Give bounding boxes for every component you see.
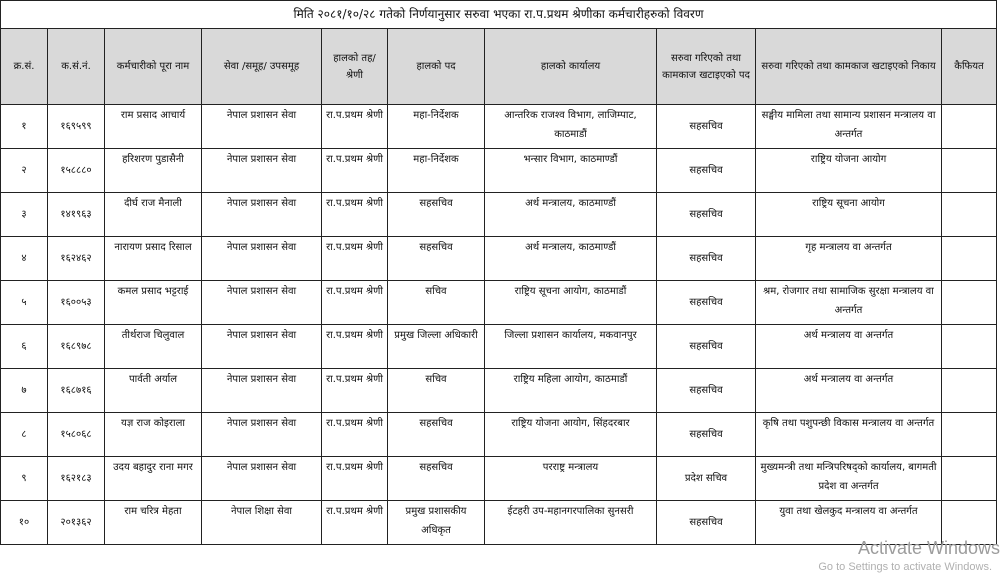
- cell-ksn: १६९५९९: [48, 105, 105, 149]
- cell-transfer-post: सहसचिव: [657, 501, 756, 545]
- cell-transfer-office: अर्थ मन्त्रालय वा अन्तर्गत: [756, 325, 942, 369]
- cell-sn: २: [1, 149, 48, 193]
- cell-sn: ८: [1, 413, 48, 457]
- cell-remarks: [942, 369, 997, 413]
- cell-ksn: १६८७१६: [48, 369, 105, 413]
- cell-office: भन्सार विभाग, काठमाण्डौं: [485, 149, 657, 193]
- cell-sn: ५: [1, 281, 48, 325]
- cell-transfer-post: सहसचिव: [657, 105, 756, 149]
- table-row: [1, 457, 997, 501]
- cell-level: रा.प.प्रथम श्रेणी: [322, 105, 388, 149]
- cell-level: रा.प.प्रथम श्रेणी: [322, 501, 388, 545]
- cell-ksn: १५८०६८: [48, 413, 105, 457]
- table-row: [1, 501, 997, 545]
- cell-service: नेपाल प्रशासन सेवा: [202, 193, 322, 237]
- cell-transfer-office: राष्ट्रिय योजना आयोग: [756, 149, 942, 193]
- cell-ksn: १६८९७८: [48, 325, 105, 369]
- table-body: [1, 105, 997, 545]
- cell-office: ईटहरी उप-महानगरपालिका सुनसरी: [485, 501, 657, 545]
- cell-remarks: [942, 281, 997, 325]
- header-row: [1, 29, 997, 105]
- activate-windows-title: Activate Windows: [857, 538, 1000, 558]
- cell-sn: ७: [1, 369, 48, 413]
- cell-service: नेपाल प्रशासन सेवा: [202, 369, 322, 413]
- table-row: [1, 369, 997, 413]
- cell-name: तीर्थराज चिलुवाल: [105, 325, 202, 369]
- cell-office: जिल्ला प्रशासन कार्यालय, मकवानपुर: [485, 325, 657, 369]
- cell-level: रा.प.प्रथम श्रेणी: [322, 325, 388, 369]
- header-transfer-office: सरुवा गरिएको तथा कामकाज खटाइएको निकाय: [756, 29, 942, 105]
- activate-windows-subtitle: Go to Settings to activate Windows.: [818, 561, 992, 573]
- cell-office: राष्ट्रिय योजना आयोग, सिंहदरबार: [485, 413, 657, 457]
- cell-post: महा-निर्देशक: [388, 149, 485, 193]
- cell-office: अर्थ मन्त्रालय, काठमाण्डौं: [485, 193, 657, 237]
- cell-name: राम चरित्र मेहता: [105, 501, 202, 545]
- cell-post: सहसचिव: [388, 193, 485, 237]
- cell-remarks: [942, 149, 997, 193]
- cell-service: नेपाल प्रशासन सेवा: [202, 457, 322, 501]
- cell-name: नारायण प्रसाद रिसाल: [105, 237, 202, 281]
- cell-transfer-post: सहसचिव: [657, 281, 756, 325]
- cell-sn: १: [1, 105, 48, 149]
- cell-office: अर्थ मन्त्रालय, काठमाण्डौं: [485, 237, 657, 281]
- cell-remarks: [942, 325, 997, 369]
- table-row: [1, 281, 997, 325]
- cell-transfer-post: सहसचिव: [657, 193, 756, 237]
- cell-post: सचिव: [388, 281, 485, 325]
- table-row: [1, 413, 997, 457]
- cell-service: नेपाल प्रशासन सेवा: [202, 325, 322, 369]
- cell-transfer-office: कृषि तथा पशुपन्छी विकास मन्त्रालय वा अन्तर्गत: [756, 413, 942, 457]
- cell-post: महा-निर्देशक: [388, 105, 485, 149]
- cell-transfer-office: युवा तथा खेलकुद मन्त्रालय वा अन्तर्गत: [756, 501, 942, 545]
- cell-sn: ३: [1, 193, 48, 237]
- cell-transfer-post: सहसचिव: [657, 325, 756, 369]
- cell-transfer-office: गृह मन्त्रालय वा अन्तर्गत: [756, 237, 942, 281]
- cell-sn: ४: [1, 237, 48, 281]
- cell-service: नेपाल प्रशासन सेवा: [202, 237, 322, 281]
- header-office: हालको कार्यालय: [485, 29, 657, 105]
- cell-service: नेपाल प्रशासन सेवा: [202, 149, 322, 193]
- cell-ksn: १६००५३: [48, 281, 105, 325]
- cell-office: राष्ट्रिय सूचना आयोग, काठमाडौं: [485, 281, 657, 325]
- header-sn: क्र.सं.: [1, 29, 48, 105]
- cell-transfer-post: प्रदेश सचिव: [657, 457, 756, 501]
- cell-name: दीर्घ राज मैनाली: [105, 193, 202, 237]
- cell-ksn: २०१३६२: [48, 501, 105, 545]
- cell-post: सहसचिव: [388, 457, 485, 501]
- cell-name: पार्वती अर्याल: [105, 369, 202, 413]
- cell-transfer-office: सङ्घीय मामिला तथा सामान्य प्रशासन मन्त्रालय वा अन्तर्गत: [756, 105, 942, 149]
- cell-remarks: [942, 237, 997, 281]
- header-name: कर्मचारीको पूरा नाम: [105, 29, 202, 105]
- cell-transfer-office: मुख्यमन्त्री तथा मन्त्रिपरिषद्को कार्यालय, बागमती प्रदेश वा अन्तर्गत: [756, 457, 942, 501]
- cell-ksn: १५८८८०: [48, 149, 105, 193]
- cell-service: नेपाल प्रशासन सेवा: [202, 105, 322, 149]
- cell-post: प्रमुख प्रशासकीय अधिकृत: [388, 501, 485, 545]
- table-row: [1, 149, 997, 193]
- cell-service: नेपाल शिक्षा सेवा: [202, 501, 322, 545]
- cell-ksn: १४१९६३: [48, 193, 105, 237]
- table-title: मिति २०८१/१०/२८ गतेको निर्णयानुसार सरुवा भएका रा.प.प्रथम श्रेणीका कर्मचारीहरुको विवरण: [1, 1, 997, 29]
- cell-remarks: [942, 193, 997, 237]
- cell-remarks: [942, 105, 997, 149]
- cell-name: राम प्रसाद आचार्य: [105, 105, 202, 149]
- table-row: [1, 325, 997, 369]
- cell-transfer-post: सहसचिव: [657, 369, 756, 413]
- cell-sn: ९: [1, 457, 48, 501]
- header-remarks: कैफियत: [942, 29, 997, 105]
- cell-office: आन्तरिक राजश्व विभाग, लाजिम्पाट, काठमाडौं: [485, 105, 657, 149]
- table-row: [1, 237, 997, 281]
- cell-level: रा.प.प्रथम श्रेणी: [322, 413, 388, 457]
- cell-transfer-office: श्रम, रोजगार तथा सामाजिक सुरक्षा मन्त्रालय वा अन्तर्गत: [756, 281, 942, 325]
- cell-name: हरिशरण पुडासैनी: [105, 149, 202, 193]
- cell-remarks: [942, 457, 997, 501]
- cell-level: रा.प.प्रथम श्रेणी: [322, 369, 388, 413]
- header-ksn: क.सं.नं.: [48, 29, 105, 105]
- cell-name: कमल प्रसाद भट्टराई: [105, 281, 202, 325]
- cell-ksn: १६२१८३: [48, 457, 105, 501]
- cell-transfer-office: अर्थ मन्त्रालय वा अन्तर्गत: [756, 369, 942, 413]
- cell-level: रा.प.प्रथम श्रेणी: [322, 149, 388, 193]
- cell-office: राष्ट्रिय महिला आयोग, काठमाडौं: [485, 369, 657, 413]
- cell-name: उदय बहादुर राना मगर: [105, 457, 202, 501]
- cell-sn: १०: [1, 501, 48, 545]
- header-post: हालको पद: [388, 29, 485, 105]
- table-row: [1, 105, 997, 149]
- cell-post: सहसचिव: [388, 413, 485, 457]
- header-service: सेवा /समूह/ उपसमूह: [202, 29, 322, 105]
- cell-office: परराष्ट्र मन्त्रालय: [485, 457, 657, 501]
- table-row: [1, 193, 997, 237]
- header-transfer-post: सरुवा गरिएको तथा कामकाज खटाइएको पद: [657, 29, 756, 105]
- cell-remarks: [942, 413, 997, 457]
- cell-level: रा.प.प्रथम श्रेणी: [322, 457, 388, 501]
- cell-level: रा.प.प्रथम श्रेणी: [322, 281, 388, 325]
- cell-level: रा.प.प्रथम श्रेणी: [322, 193, 388, 237]
- cell-transfer-post: सहसचिव: [657, 413, 756, 457]
- cell-transfer-post: सहसचिव: [657, 237, 756, 281]
- cell-transfer-office: राष्ट्रिय सूचना आयोग: [756, 193, 942, 237]
- cell-sn: ६: [1, 325, 48, 369]
- cell-name: यज्ञ राज कोइराला: [105, 413, 202, 457]
- header-level: हालको तह/श्रेणी: [322, 29, 388, 105]
- cell-post: प्रमुख जिल्ला अधिकारी: [388, 325, 485, 369]
- cell-transfer-post: सहसचिव: [657, 149, 756, 193]
- cell-service: नेपाल प्रशासन सेवा: [202, 413, 322, 457]
- cell-service: नेपाल प्रशासन सेवा: [202, 281, 322, 325]
- cell-level: रा.प.प्रथम श्रेणी: [322, 237, 388, 281]
- cell-post: सहसचिव: [388, 237, 485, 281]
- cell-ksn: १६२४६२: [48, 237, 105, 281]
- cell-post: सचिव: [388, 369, 485, 413]
